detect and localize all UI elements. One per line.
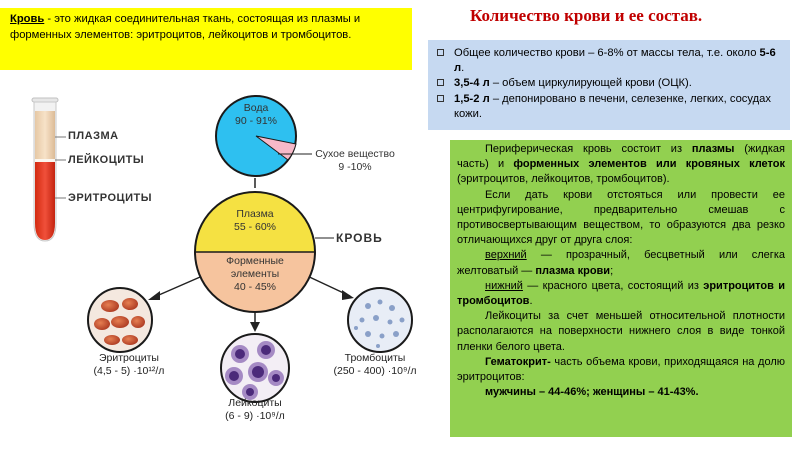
plasma-label: Плазма	[236, 208, 274, 220]
hematocrit-values: мужчины – 44-46%; женщины – 41-43%.	[485, 386, 699, 399]
water-value: 90 - 91%	[234, 115, 278, 127]
plasma-value: 55 - 60%	[233, 221, 277, 233]
blood-label: КРОВЬ	[336, 231, 383, 245]
leukocytes-value: (6 - 9) ·10⁹/л	[225, 410, 285, 422]
info-paragraph: Лейкоциты за счет меньшей относительной плотности располагаются на поверхности нижнего слоя в виде тонкой пленки белого цвета.	[457, 310, 785, 353]
definition-term: Кровь	[10, 13, 45, 25]
plasma-layer	[35, 111, 55, 159]
dry-matter-label: Сухое вещество	[315, 148, 395, 160]
water-label: Вода	[243, 102, 269, 114]
formed-elements-value: 40 - 45%	[233, 281, 277, 293]
erythrocyte-layer	[35, 162, 55, 240]
info-paragraph: Периферическая кровь состоит из плазмы (жидкая часть) и форменных элементов или кровяных клеток (эритроцитов, лейкоцитов, тромбоцитов).	[457, 143, 785, 186]
formed-elements-label-2: элементы	[230, 268, 280, 280]
fact-item: 1,5-2 л – депонировано в печени, селезенке, легких, сосудах кожи.	[454, 92, 782, 122]
page-title: Количество крови и ее состав.	[470, 6, 703, 25]
thrombocytes-name: Тромбоциты	[344, 352, 406, 364]
info-paragraph: нижний — красного цвета, состоящий из эритроцитов и тромбоцитов.	[457, 279, 785, 308]
tube-label-leukocytes: ЛЕЙКОЦИТЫ	[68, 154, 145, 166]
thrombocytes-value: (250 - 400) ·10⁹/л	[333, 365, 417, 377]
leukocyte-layer	[35, 159, 55, 162]
erythrocytes-value: (4,5 - 5) ·10¹²/л	[93, 365, 165, 377]
leukocytes-image	[221, 334, 289, 402]
facts-box	[428, 40, 790, 130]
info-paragraph: верхний — прозрачный, бесцветный или слегка желтоватый — плазма крови;	[457, 249, 785, 277]
info-paragraph: Гематокрит- часть объема крови, приходящаяся на долю эритроцитов:	[457, 355, 785, 384]
info-paragraph: Если дать крови отстояться или провести ее центрифугирование, предварительно смешав с противосвертывающим веществом, то образуются два резко отличающихся друг от друга слоя:	[457, 188, 785, 247]
definition-text: - это жидкая соединительная ткань, состоящая из плазмы и форменных элементов: эритроцитов, лейкоцитов и тромбоцитов.	[10, 13, 361, 41]
fact-item: 3,5-4 л – объем циркулирующей крови (ОЦК).	[454, 76, 782, 91]
fact-item: Общее количество крови – 6-8% от массы тела, т.е. около 5-6 л.	[454, 46, 782, 76]
erythrocytes-name: Эритроциты	[99, 352, 159, 364]
tube-label-plasma: ПЛАЗМА	[68, 130, 119, 142]
tube-label-erythrocytes: ЭРИТРОЦИТЫ	[68, 192, 152, 204]
thrombocytes-image	[348, 288, 412, 352]
erythrocytes-image	[88, 288, 152, 352]
leukocytes-name: Лейкоциты	[228, 397, 282, 409]
definition-box	[0, 8, 412, 70]
dry-matter-value: 9 -10%	[338, 161, 372, 173]
formed-elements-label-1: Форменные	[226, 255, 284, 267]
blood-info-box	[450, 140, 792, 437]
